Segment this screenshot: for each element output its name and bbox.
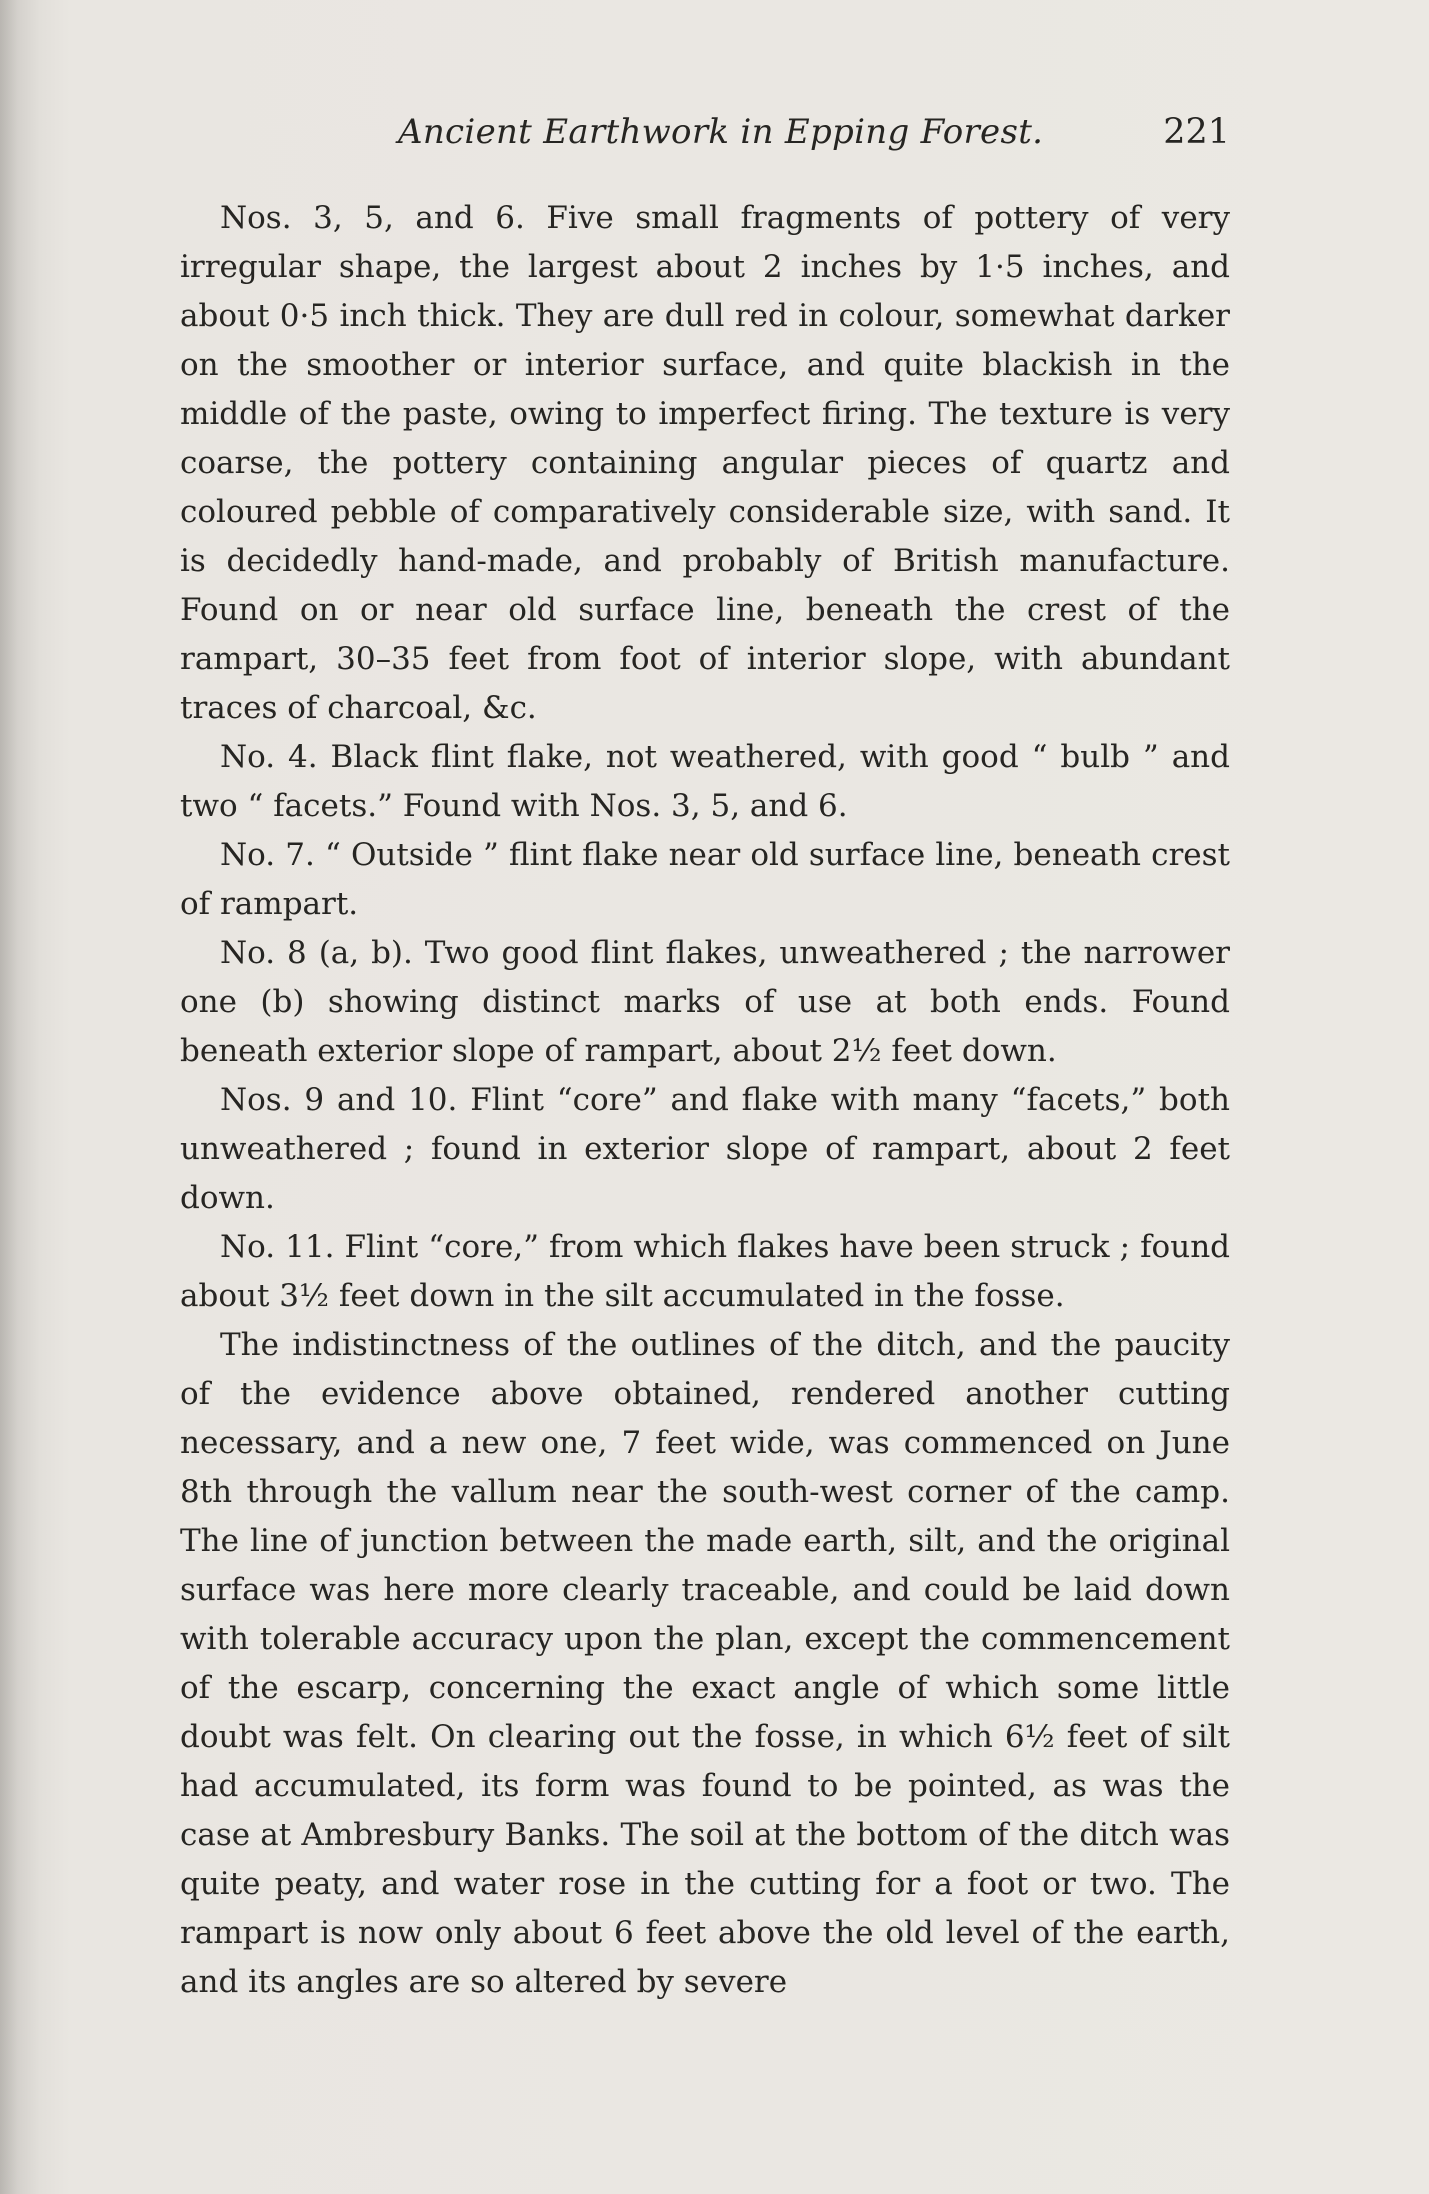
- paragraph-no-4: No. 4. Black flint flake, not weathered, with good “ bulb ” and two “ facets.” Found with Nos. 3, 5, and 6.: [180, 739, 1230, 824]
- paragraph-nos-9-10: Nos. 9 and 10. Flint “core” and flake with many “facets,” both unweathered ; found in exterior slope of rampart, about 2 feet down.: [180, 1082, 1230, 1216]
- page-number: 221: [1163, 112, 1230, 152]
- page-header: [180, 112, 1230, 162]
- paragraph-no-8: No. 8 (a, b). Two good flint flakes, unweathered ; the narrower one (b) showing distinct marks of use at both ends. Found beneath exterior slope of rampart, about 2½ feet down.: [180, 935, 1230, 1069]
- paragraph-no-11: No. 11. Flint “core,” from which flakes have been struck ; found about 3½ feet down in the silt accumulated in the fosse.: [180, 1229, 1230, 1314]
- paragraph-no-7: No. 7. “ Outside ” flint flake near old surface line, beneath crest of rampart.: [180, 837, 1230, 922]
- body-text: [180, 194, 1230, 2007]
- paragraph-nos-3-5-6: Nos. 3, 5, and 6. Five small fragments of pottery of very irregular shape, the largest about 2 inches by 1·5 inches, and about 0·5 inch thick. They are dull red in colour, somewhat darker on the smoother or interior surface, and quite blackish in the middle of the paste, owing to imperfect firing. The texture is very coarse, the pottery containing angular pieces of quartz and coloured pebble of comparatively considerable size, with sand. It is decidedly hand-made, and probably of British manufacture. Found on or near old surface line, beneath the crest of the rampart, 30–35 feet from foot of interior slope, with abundant traces of charcoal, &c.: [180, 200, 1230, 726]
- running-title: Ancient Earthwork in Epping Forest.: [398, 112, 1044, 152]
- paragraph-second-cutting: The indistinctness of the outlines of the ditch, and the paucity of the evidence above obtained, rendered another cutting necessary, and a new one, 7 feet wide, was commenced on June 8th through the vallum near the south-west corner of the camp. The line of junction between the made earth, silt, and the original surface was here more clearly traceable, and could be laid down with tolerable accuracy upon the plan, except the commencement of the escarp, concerning the exact angle of which some little doubt was felt. On clearing out the fosse, in which 6½ feet of silt had accumulated, its form was found to be pointed, as was the case at Ambresbury Banks. The soil at the bottom of the ditch was quite peaty, and water rose in the cutting for a foot or two. The rampart is now only about 6 feet above the old level of the earth, and its angles are so altered by severe: [180, 1327, 1230, 2000]
